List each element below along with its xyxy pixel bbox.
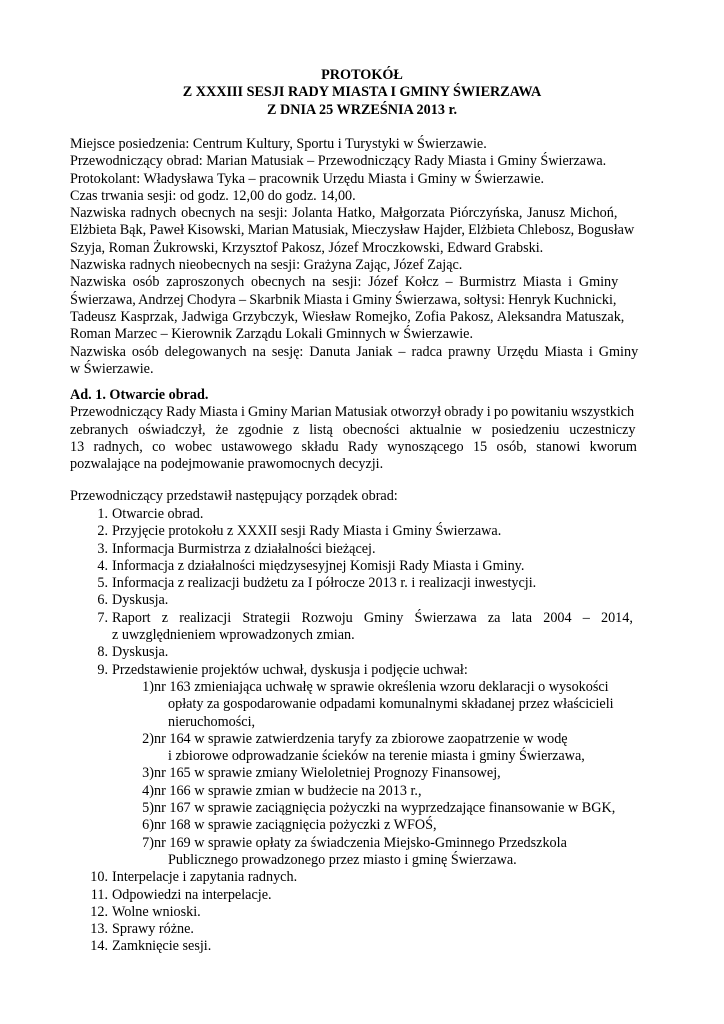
info-recorder: Protokolant: Władysława Tyka – pracownik Urzędu Miasta i Gminy w Świerzawie. <box>70 170 545 187</box>
list-item-text: Przyjęcie protokołu z XXXII sesji Rady Miasta i Gminy Świerzawa. <box>112 523 502 540</box>
sub-item-number: 4) <box>142 782 154 799</box>
sub-item-text-continuation: nieruchomości, <box>168 713 256 730</box>
sub-item-text-continuation: Publicznego prowadzonego przez miasto i gminę Świerzawa. <box>168 851 517 868</box>
info-invited-1: Nazwiska osób zaproszonych obecnych na sesji: Józef Kołcz – Burmistrz Miasta i Gminy <box>70 274 619 291</box>
list-item-text: Informacja z realizacji budżetu za I półrocze 2013 r. i realizacji inwestycji. <box>112 575 537 592</box>
sub-item <box>70 765 658 782</box>
sub-item <box>70 835 658 870</box>
list-item-number: 12. <box>90 903 108 920</box>
sub-item-text: nr 169 w sprawie opłaty za świadczenia Miejsko-Gminnego Przedszkola <box>154 834 567 851</box>
list-item-text: Dyskusja. <box>112 592 169 609</box>
info-present-1: Nazwiska radnych obecnych na sesji: Jolanta Hatko, Małgorzata Piórczyńska, Janusz Michoń, <box>70 205 618 222</box>
sub-item-number: 3) <box>142 765 154 782</box>
list-item-number: 8. <box>97 644 108 661</box>
info-absent: Nazwiska radnych nieobecnych na sesji: Grażyna Zając, Józef Zając. <box>70 257 463 274</box>
header-title: PROTOKÓŁ <box>321 67 403 83</box>
info-place: Miejsce posiedzenia: Centrum Kultury, Sportu i Turystyki w Świerzawie. <box>70 136 487 152</box>
agenda-intro: Przewodniczący przedstawił następujący porządek obrad: <box>70 488 398 504</box>
sub-item-text: nr 168 w sprawie zaciągnięcia pożyczki z WFOŚ, <box>154 817 437 834</box>
info-invited-3: Tadeusz Kasprzak, Jadwiga Grzybczyk, Wiesław Romejko, Zofia Pakosz, Aleksandra Matuszak, <box>70 308 625 325</box>
sub-item-text: nr 165 w sprawie zmiany Wieloletniej Prognozy Finansowej, <box>154 765 501 782</box>
list-item-number: 3. <box>97 540 108 557</box>
list-item <box>70 610 658 645</box>
list-item-text: Wolne wnioski. <box>112 903 201 920</box>
list-item-number: 10. <box>90 869 108 886</box>
list-item-number: 14. <box>90 938 108 955</box>
info-invited-4: Roman Marzec – Kierownik Zarządu Lokali Gminnych w Świerzawie. <box>70 326 474 343</box>
sub-item-text: nr 163 zmieniająca uchwałę w sprawie określenia wzoru deklaracji o wysokości <box>154 678 609 695</box>
list-item <box>70 592 658 609</box>
list-item-text: Zamknięcie sesji. <box>112 938 212 955</box>
ad1-line-1: Przewodniczący Rady Miasta i Gminy Marian Matusiak otworzył obrady i po powitaniu wszystkich <box>70 404 635 421</box>
info-present-2: Elżbieta Bąk, Paweł Kisowski, Marian Matusiak, Mieczysław Hajder, Elżbieta Chlebosz, Bogusław <box>70 222 635 239</box>
list-item-number: 5. <box>97 575 108 592</box>
list-item-number: 7. <box>97 609 108 626</box>
section-ad1 <box>70 387 658 473</box>
sub-item-number: 1) <box>142 678 154 695</box>
info-invited-2: Świerzawa, Andrzej Chodyra – Skarbnik Miasta i Gminy Świerzawa, sołtysi: Henryk Kuchnicki, <box>70 291 617 308</box>
list-item-number: 2. <box>97 523 108 540</box>
document-header <box>0 67 724 119</box>
sub-item-text: nr 167 w sprawie zaciągnięcia pożyczki na wyprzedzające finansowanie w BGK, <box>154 800 616 817</box>
list-item-number: 11. <box>90 886 108 903</box>
info-delegated-1: Nazwiska osób delegowanych na sesję: Danuta Janiak – radca prawny Urzędu Miasta i Gminy <box>70 343 639 360</box>
list-item <box>70 869 658 886</box>
sub-item-number: 6) <box>142 817 154 834</box>
ad1-line-3: 13 radnych, co wobec ustawowego składu Rady wynoszącego 15 osób, stanowi kworum <box>70 438 637 455</box>
sub-item-text: nr 164 w sprawie zatwierdzenia taryfy za zbiorowe zaopatrzenie w wodę <box>154 730 568 747</box>
list-item-number: 1. <box>97 506 108 522</box>
sub-item <box>70 731 658 766</box>
session-info <box>70 136 658 378</box>
list-item <box>70 887 658 904</box>
info-chair: Przewodniczący obrad: Marian Matusiak – Przewodniczący Rady Miasta i Gminy Świerzawa. <box>70 153 607 170</box>
info-present-3: Szyja, Roman Żukrowski, Krzysztof Pakosz, Józef Mroczkowski, Edward Grabski. <box>70 239 544 256</box>
list-item <box>70 644 658 661</box>
list-item-text-continuation: z uwzględnieniem wprowadzonych zmian. <box>112 627 355 644</box>
sub-item <box>70 679 658 731</box>
list-item <box>70 662 658 870</box>
section-title-ad1: Ad. 1. Otwarcie obrad. <box>70 387 209 403</box>
list-item-text: Otwarcie obrad. <box>112 506 204 522</box>
list-item-text: Dyskusja. <box>112 644 169 661</box>
list-item <box>70 575 658 592</box>
list-item-text: Sprawy różne. <box>112 921 194 938</box>
list-item-text: Informacja Burmistrza z działalności bieżącej. <box>112 540 376 557</box>
list-item-text: Interpelacje i zapytania radnych. <box>112 869 298 886</box>
sub-item-number: 2) <box>142 730 154 747</box>
list-item-text: Odpowiedzi na interpelacje. <box>112 886 272 903</box>
sub-item-number: 7) <box>142 834 154 851</box>
list-item <box>70 921 658 938</box>
list-item-text: Raport z realizacji Strategii Rozwoju Gminy Świerzawa za lata 2004 – 2014, <box>112 609 633 626</box>
list-item <box>70 904 658 921</box>
sub-item-text: nr 166 w sprawie zmian w budżecie na 2013 r., <box>154 782 422 799</box>
list-item <box>70 506 658 523</box>
list-item <box>70 541 658 558</box>
sub-item <box>70 817 658 834</box>
list-item-number: 4. <box>97 557 108 574</box>
sub-item-text-continuation: opłaty za gospodarowanie odpadami komunalnymi składanej przez właścicieli <box>168 696 614 713</box>
sub-item-number: 5) <box>142 800 154 817</box>
list-item <box>70 523 658 540</box>
list-item-number: 9. <box>97 661 108 678</box>
sub-item <box>70 800 658 817</box>
ad1-line-2: zebranych oświadczył, że zgodnie z listą obecności aktualnie w posiedzeniu uczestniczy <box>70 421 636 438</box>
list-item-text: Przedstawienie projektów uchwał, dyskusja i podjęcie uchwał: <box>112 661 468 678</box>
sub-item-text-continuation: i zbiorowe odprowadzanie ścieków na terenie miasta i gminy Świerzawa, <box>168 748 585 765</box>
sub-item <box>70 783 658 800</box>
list-item-text: Informacja z działalności międzysesyjnej Komisji Rady Miasta i Gminy. <box>112 557 525 574</box>
list-item <box>70 938 658 955</box>
header-session: Z XXXIII SESJI RADY MIASTA I GMINY ŚWIERZAWA <box>182 84 542 101</box>
list-item-number: 6. <box>97 592 108 609</box>
list-item-number: 13. <box>90 921 108 938</box>
agenda-list <box>70 506 658 956</box>
header-date: Z DNIA 25 WRZEŚNIA 2013 r. <box>267 101 457 118</box>
ad1-line-4: pozwalające na podejmowanie prawomocnych decyzji. <box>70 456 384 473</box>
info-delegated-2: w Świerzawie. <box>70 360 154 377</box>
list-item <box>70 558 658 575</box>
info-time: Czas trwania sesji: od godz. 12,00 do godz. 14,00. <box>70 187 356 204</box>
